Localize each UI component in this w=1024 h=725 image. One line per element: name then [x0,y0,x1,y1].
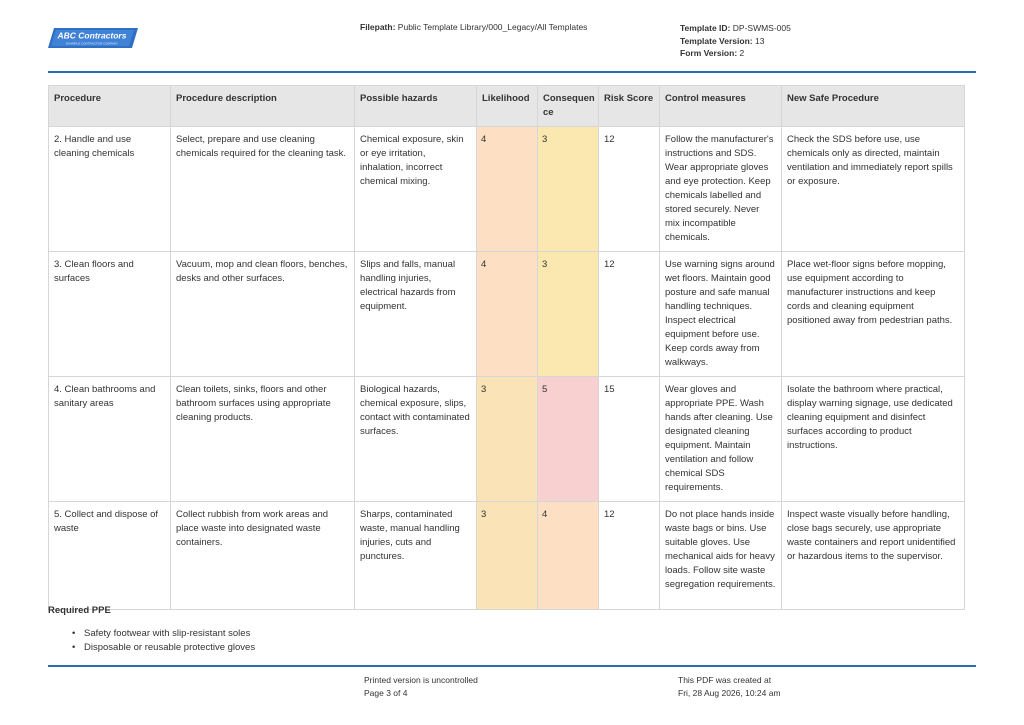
ppe-list [72,627,255,655]
hazards-cell: Chemical exposure, skin or eye irritation, inhalation, incorrect chemical mixing. [355,127,477,252]
hazards-cell: Biological hazards, chemical exposure, slips, contact with contaminated surfaces. [355,377,477,502]
controls-cell: Follow the manufacturer's instructions and SDS. Wear appropriate gloves and eye protection. Keep chemicals labelled and stored securely. Never mix incompatible chemicals. [660,127,782,252]
filepath [360,22,587,32]
consequence-cell: 3 [538,252,599,377]
table-row [49,252,965,377]
risk-score-cell: 15 [599,377,660,502]
template-version-value: 13 [754,35,765,46]
list-item: • Safety footwear with slip-resistant soles [72,627,255,641]
likelihood-cell: 4 [477,127,538,252]
hazards-cell: Slips and falls, manual handling injuries, electrical hazards from equipment. [355,252,477,377]
created-timestamp: Fri, 28 Aug 2026, 10:24 am [678,687,781,698]
logo-text: ABC Contractors [57,30,127,41]
new-procedure-cell: Isolate the bathroom where practical, display warning signage, use dedicated cleaning equipment and disinfect surfaces according to product instructions. [782,377,965,502]
likelihood-cell: 3 [477,377,538,502]
risk-score-cell: 12 [599,127,660,252]
controls-cell: Use warning signs around wet floors. Maintain good posture and safe manual handling techniques. Inspect electrical equipment before use. Keep cords away from walkways. [660,252,782,377]
col-header-new-procedure: New Safe Procedure [782,86,965,127]
description-cell: Clean toilets, sinks, floors and other bathroom surfaces using appropriate cleaning products. [171,377,355,502]
table-row [49,127,965,252]
company-logo [48,26,138,52]
procedure-cell: 3. Clean floors and surfaces [49,252,171,377]
swms-table [48,85,965,610]
template-version [680,35,791,48]
template-meta [680,22,791,60]
procedure-cell: 2. Handle and use cleaning chemicals [49,127,171,252]
new-procedure-cell: Place wet-floor signs before mopping, use equipment according to manufacturer instructions and keep cords and cleaning equipment positioned away from pedestrian paths. [782,252,965,377]
logo-badge [48,26,138,52]
col-header-likelihood: Likelihood [477,86,538,127]
consequence-cell: 3 [538,127,599,252]
col-header-procedure: Procedure [49,86,171,127]
new-procedure-cell: Inspect waste visually before handling, close bags securely, use appropriate waste containers and report unidentified or hazardous items to the supervisor. [782,502,965,610]
risk-score-cell: 12 [599,502,660,610]
table-header-row [49,86,965,127]
likelihood-cell: 4 [477,252,538,377]
col-header-controls: Control measures [660,86,782,127]
col-header-description: Procedure description [171,86,355,127]
logo-subtext: EXAMPLE CONTRACTOR COMPANY [66,41,118,46]
description-cell: Collect rubbish from work areas and place waste into designated waste containers. [171,502,355,610]
hazards-cell: Sharps, contaminated waste, manual handling injuries, cuts and punctures. [355,502,477,610]
footer-right [678,674,781,699]
table-row [49,377,965,502]
header-divider [48,71,976,73]
risk-score-cell: 12 [599,252,660,377]
template-version-label: Template Version: [680,35,753,46]
procedure-cell: 4. Clean bathrooms and sanitary areas [49,377,171,502]
page-number: Page 3 of 4 [364,687,408,698]
ppe-title: Required PPE [48,605,111,616]
col-header-risk-score: Risk Score [599,86,660,127]
created-label: This PDF was created at [678,675,772,685]
col-header-consequence: Consequen ce [538,86,599,127]
likelihood-cell: 3 [477,502,538,610]
col-header-hazards: Possible hazards [355,86,477,127]
uncontrolled-notice: Printed version is uncontrolled [364,675,478,685]
footer-center [364,674,478,699]
description-cell: Select, prepare and use cleaning chemicals required for the cleaning task. [171,127,355,252]
filepath-label: Filepath: [360,22,396,32]
template-id-value: DP-SWMS-005 [732,23,791,33]
consequence-cell: 4 [538,502,599,610]
description-cell: Vacuum, mop and clean floors, benches, desks and other surfaces. [171,252,355,377]
footer-divider [48,665,976,667]
consequence-cell: 5 [538,377,599,502]
template-id [680,22,791,35]
form-version-value: 2 [739,48,745,58]
list-item: • Disposable or reusable protective gloves [72,641,255,655]
controls-cell: Do not place hands inside waste bags or bins. Use suitable gloves. Use mechanical aids for heavy loads. Follow site waste segregation requirements. [660,502,782,610]
template-id-label: Template ID: [680,23,731,33]
form-version-label: Form Version: [680,48,738,58]
table-row [49,502,965,610]
filepath-value: Public Template Library/000_Legacy/All Templates [397,22,588,32]
procedure-cell: 5. Collect and dispose of waste [49,502,171,610]
controls-cell: Wear gloves and appropriate PPE. Wash hands after cleaning. Use designated cleaning equipment. Maintain ventilation and follow chemical SDS requirements. [660,377,782,502]
new-procedure-cell: Check the SDS before use, use chemicals only as directed, maintain ventilation and immediately report spills or exposure. [782,127,965,252]
form-version [680,47,791,60]
